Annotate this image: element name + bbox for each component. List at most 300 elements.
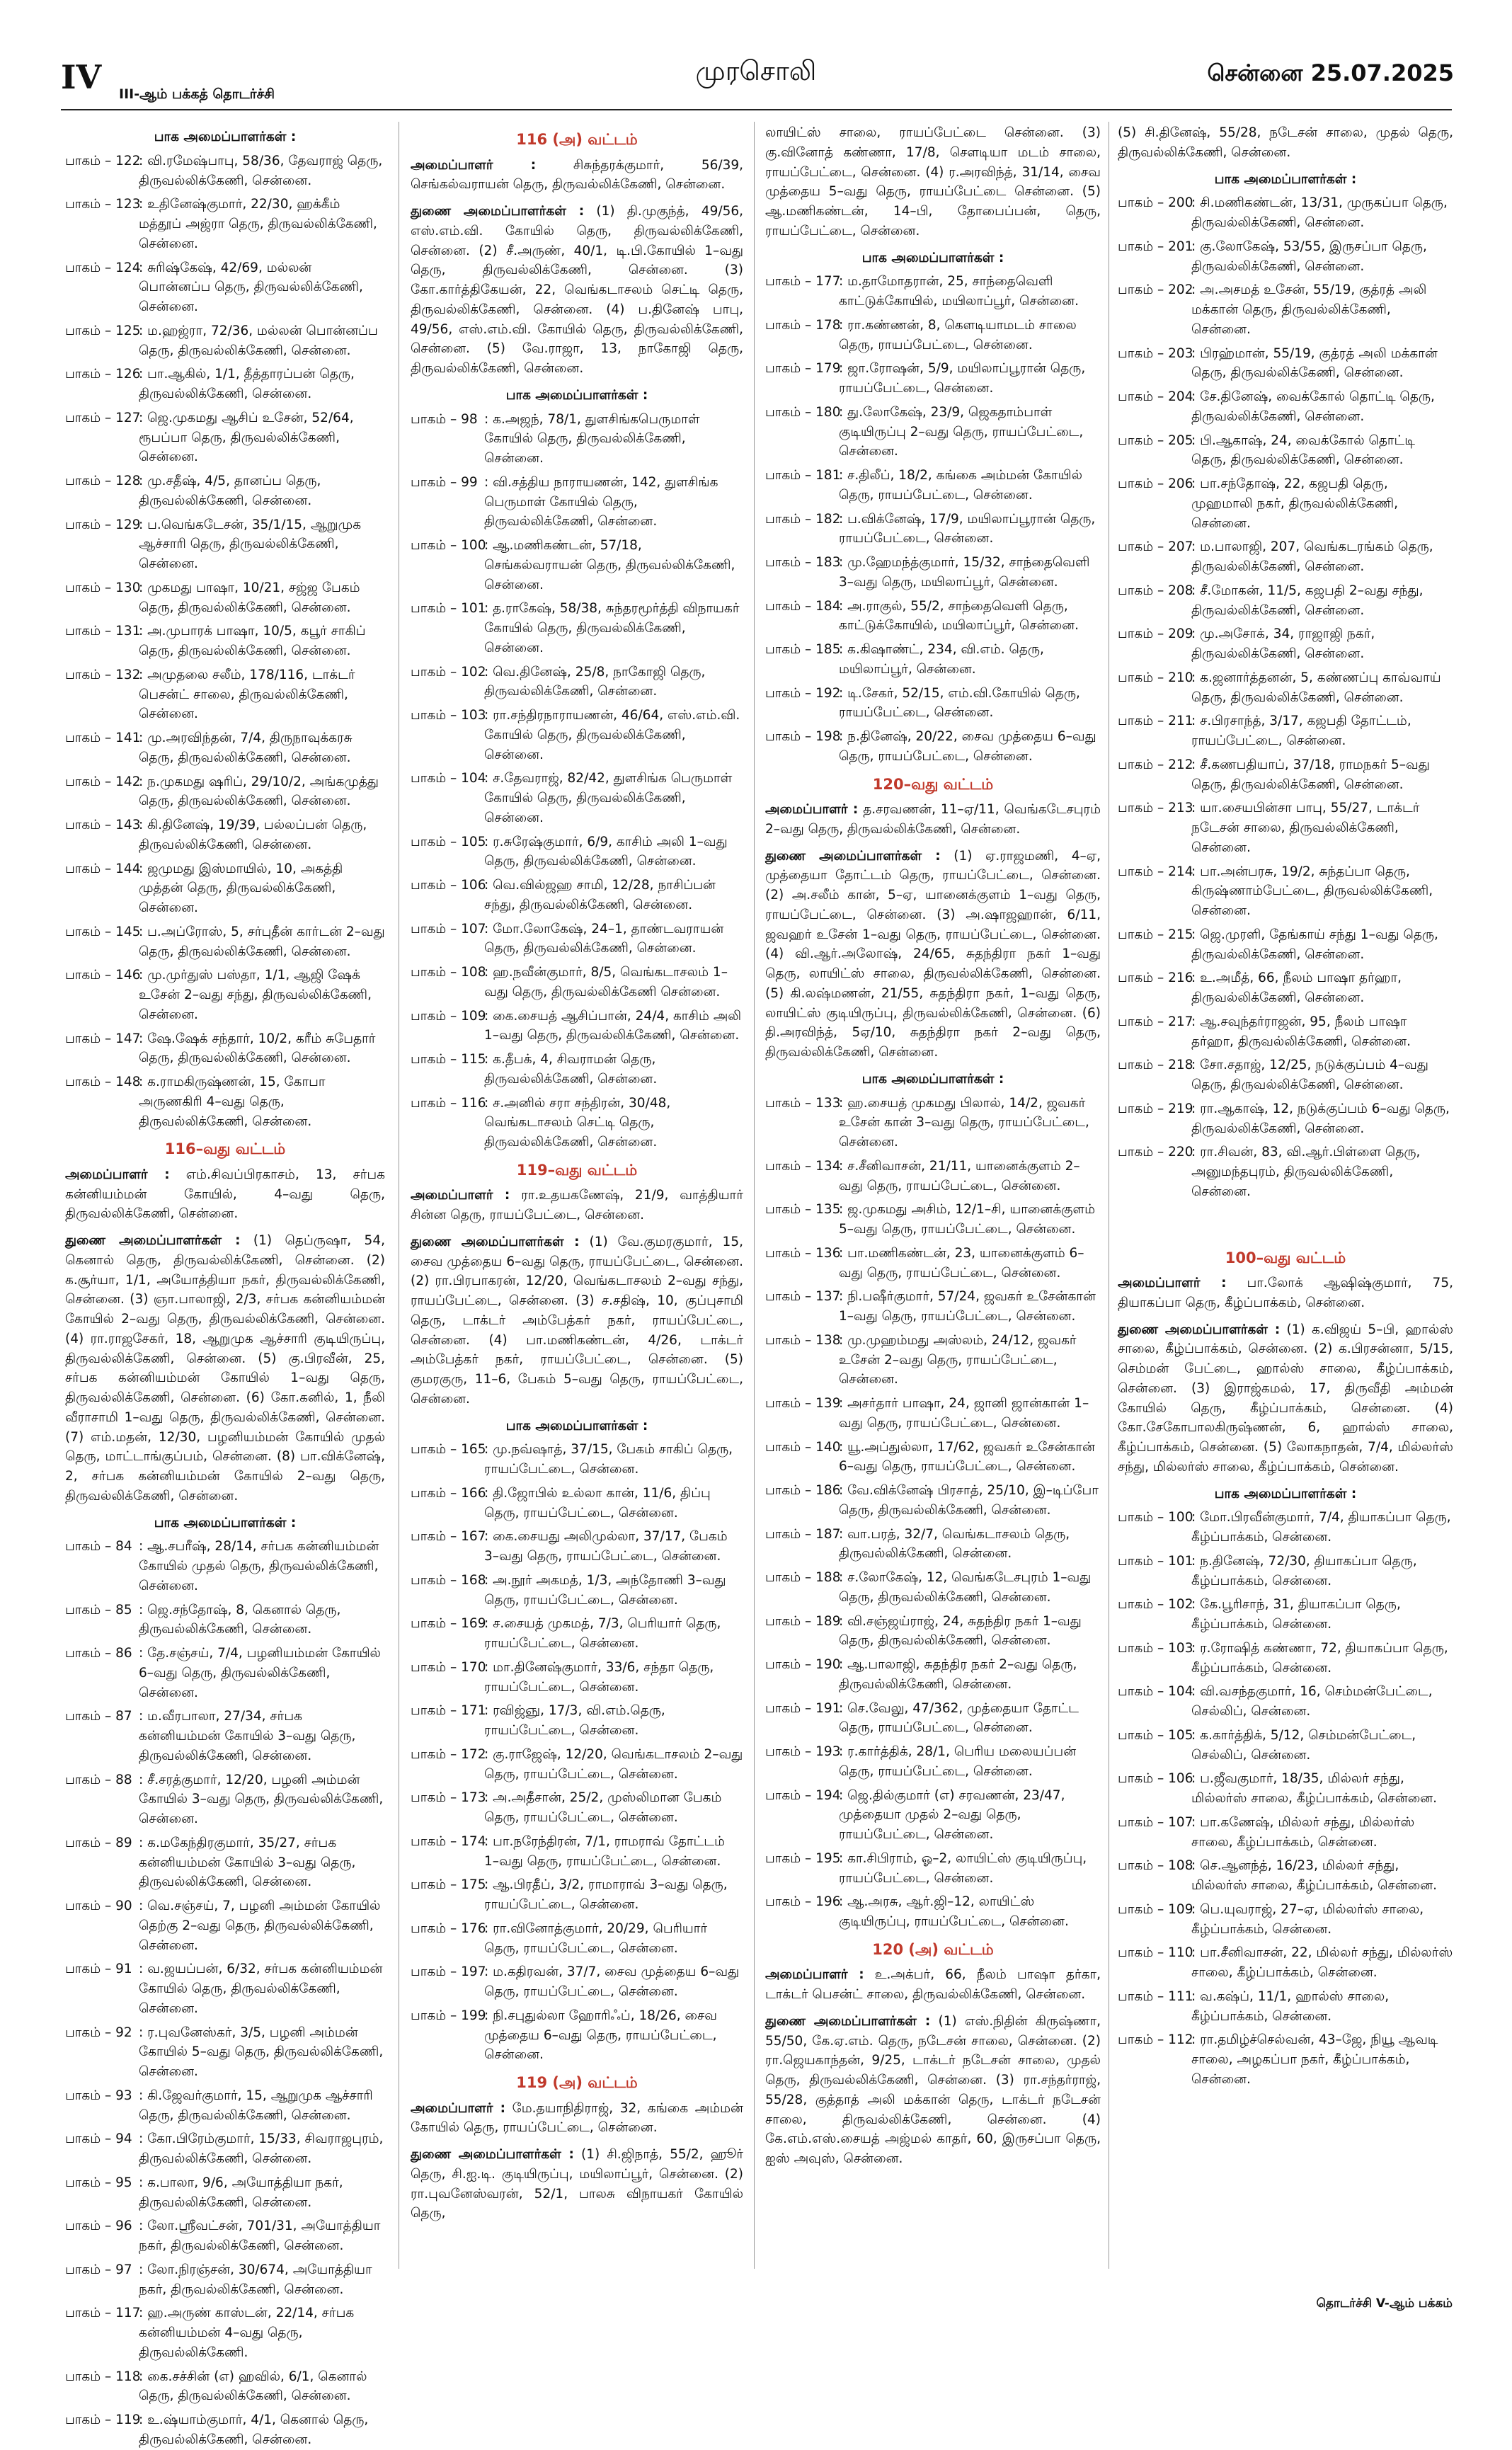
booth-organiser-details: : அ.அதீசான், 25/2, முஸ்லிமான பேகம் தெரு, ராயப்பேட்டை, சென்னை. bbox=[484, 1790, 722, 1825]
booth-entry bbox=[65, 622, 385, 661]
booth-entry bbox=[65, 1833, 385, 1892]
booth-number: பாகம் – 101 bbox=[411, 601, 486, 617]
booth-number: பாகம் – 209 bbox=[1118, 626, 1193, 642]
booth-number: பாகம் – 100 bbox=[411, 538, 486, 553]
booth-entry bbox=[65, 1029, 385, 1069]
booth-organiser-details: : அ.நூர் அகமத், 1/3, அந்தோணி 3–வது தெரு, ராயப்பேட்டை, சென்னை. bbox=[484, 1572, 726, 1608]
booth-number: பாகம் – 115 bbox=[411, 1052, 486, 1067]
booth-entry bbox=[65, 1770, 385, 1829]
booth-organiser-details: : நி.சபுதுல்லா ஹோரிஃப், 18/26, சைவ முத்தைய 6–வது தெரு, ராயப்பேட்டை, சென்னை. bbox=[484, 2008, 717, 2063]
booth-number: பாகம் – 93 bbox=[65, 2088, 132, 2103]
booth-number: பாகம் – 169 bbox=[411, 1616, 486, 1632]
booth-organiser-details: : ச.லோகேஷ், 12, வெங்கடேசபுரம் 1–வது தெரு, திருவல்லிக்கேணி, சென்னை. bbox=[839, 1570, 1092, 1605]
deputy-organisers-paragraph bbox=[765, 2012, 1101, 2169]
booth-entry bbox=[65, 1601, 385, 1640]
newspaper-name: முரசொலி bbox=[695, 55, 817, 86]
booth-organiser-details: : கை.சச்சின் (எ) ஹவில், 6/1, கெனால் தெரு, திருவல்லிக்கேணி, சென்னை. bbox=[139, 2369, 367, 2404]
section-heading: பாக அமைப்பாளர்கள் : bbox=[505, 1418, 648, 1433]
booth-entry bbox=[765, 1892, 1101, 1932]
booth-entry bbox=[65, 2303, 385, 2362]
booth-number: பாகம் – 170 bbox=[411, 1659, 486, 1675]
booth-entry bbox=[411, 663, 743, 702]
ward-heading: 120 (அ) வட்டம் bbox=[872, 1940, 994, 1958]
section-heading: பாக அமைப்பாளர்கள் : bbox=[861, 1071, 1004, 1087]
booth-organiser-details: : க.அஜந், 78/1, துளசிங்கபெருமாள் கோயில் தெரு, திருவல்லிக்கேணி, சென்னை. bbox=[484, 411, 700, 466]
booth-number: பாகம் – 111 bbox=[1118, 1988, 1193, 2004]
booth-entry bbox=[65, 578, 385, 618]
organiser-label: அமைப்பாளர் : bbox=[765, 802, 859, 817]
booth-number: பாகம் – 100 bbox=[1118, 1510, 1193, 1525]
organiser-label: அமைப்பாளர் : bbox=[765, 1967, 864, 1983]
booth-organiser-details: : ந.தினேஷ், 20/22, சைவ முத்தைய 6–வது தெரு, ராயப்பேட்டை, சென்னை. bbox=[839, 729, 1096, 764]
booth-organiser-details: : மோ.பிரவீன்குமார், 7/4, தியாகப்பா தெரு, கீழ்ப்பாக்கம், சென்னை. bbox=[1191, 1510, 1451, 1545]
booth-number: பாகம் – 89 bbox=[65, 1835, 132, 1850]
booth-entry bbox=[765, 510, 1101, 549]
booth-organiser-details: : ச.தேவராஜ், 82/42, துளசிங்க பெருமாள் கோயில் தெரு, திருவல்லிக்கேணி, சென்னை. bbox=[484, 771, 733, 825]
booth-number: பாகம் – 187 bbox=[765, 1526, 841, 1542]
booth-entry bbox=[65, 1644, 385, 1702]
deputy-text: (1) ஏ.ராஜமணி, 4–ஏ, முத்தையா தோட்டம் தெரு, ராயப்பேட்டை, சென்னை. (2) அ.சலீம் கான், 5–ஏ, யானைக்குளம் 1–வது தெரு, ராயப்பேட்டை, சென்னை. (3) அ.ஷாஜஹான், 6/11, ஜவஹர் உசேன் 1–வது தெரு, ராயப்பேட்டை, சென்னை. (4) வி.ஆர்.அலோஷ், 24/65, சுதந்திரா நகர் 1–வது தெரு, லாயிட்ஸ் சாலை, திருவல்லிக்கேணி, சென்னை. (5) கி.லஷ்மணன், 21/55, சுதந்திரா நகர், 1–வது தெரு, லாயிட்ஸ் குடியிருப்பு, திருவல்லிக்கேணி, சென்னை. (6) தி.அரவிந்த், 5ஏ/10, சுதந்திரா நகர் 2–வது தெரு, திருவல்லிக்கேணி, சென்னை. bbox=[765, 848, 1101, 1060]
booth-entry bbox=[411, 1832, 743, 1872]
booth-organiser-details: : வி.சஞ்ஜய்ராஜ், 24, சுதந்திர நகர் 1–வது தெரு, திருவல்லிக்கேணி, சென்னை. bbox=[839, 1613, 1082, 1649]
booth-number: பாகம் – 166 bbox=[411, 1485, 486, 1501]
booth-number: பாகம் – 214 bbox=[1118, 864, 1193, 879]
booth-organiser-details: : ப.விக்னேஷ், 17/9, மயிலாப்பூரான் தெரு, ராயப்பேட்டை, சென்னை. bbox=[839, 511, 1096, 546]
booth-number: பாகம் – 108 bbox=[1118, 1858, 1193, 1874]
booth-organiser-details: : ந.முகமது ஷரிப், 29/10/2, அங்கமுத்து தெரு, திருவல்லிக்கேணி, சென்னை. bbox=[139, 774, 379, 809]
booth-organiser-details: : மு.அரவிந்தன், 7/4, திருநாவுக்கரசு தெரு, திருவல்லிக்கேணி, சென்னை. bbox=[139, 731, 353, 765]
booth-organiser-details: : மு.முஹம்மது அஸ்லம், 24/12, ஜவகர் உசேன் 2–வது தெரு, ராயப்பேட்டை, சென்னை. bbox=[839, 1332, 1077, 1387]
booth-organiser-details: : உதினேஷ்குமார், 22/30, ஹக்கீம் மத்தூப் அஜ்ரா தெரு, திருவல்லிக்கேணி, சென்னை. bbox=[139, 197, 377, 251]
booth-organiser-details: : ஹ.சையத் முகமது பிலால், 14/2, ஜவகர் உசேன் கான் 3–வது தெரு, ராயப்பேட்டை, சென்னை. bbox=[839, 1095, 1089, 1150]
deputy-label: துணை அமைப்பாளர்கள் : bbox=[411, 1234, 580, 1249]
booth-organiser-details: : ச.சீனிவாசன், 21/11, யானைக்குளம் 2–வது தெரு, ராயப்பேட்டை, சென்னை. bbox=[839, 1158, 1080, 1193]
booth-entry bbox=[1118, 474, 1453, 533]
booth-organiser-details: : அ.முபாரக் பாஷா, 10/5, கபூர் சாகிப் தெரு, திருவல்லிக்கேணி, சென்னை. bbox=[139, 624, 366, 658]
edition-date: சென்னை 25.07.2025 bbox=[1207, 59, 1454, 86]
booth-number: பாகம் – 105 bbox=[411, 834, 486, 849]
booth-entry bbox=[1118, 755, 1453, 795]
booth-number: பாகம் – 181 bbox=[765, 468, 841, 483]
booth-number: பாகம் – 85 bbox=[65, 1602, 132, 1618]
booth-organiser-details: : பா.சீனிவாசன், 22, மில்லர் சந்து, மில்லர்ஸ் சாலை, கீழ்ப்பாக்கம், சென்னை. bbox=[1191, 1945, 1453, 1980]
booth-number: பாகம் – 199 bbox=[411, 2008, 486, 2023]
booth-organiser-details: : பி.ஆகாஷ், 24, வைக்கோல் தொட்டி தெரு, திருவல்லிக்கேணி, சென்னை. bbox=[1191, 433, 1416, 468]
booth-entry bbox=[65, 1707, 385, 1765]
deputy-label: துணை அமைப்பாளர்கள் : bbox=[765, 848, 941, 864]
booth-number: பாகம் – 142 bbox=[65, 774, 141, 789]
booth-organiser-details: : டி.சேகர், 52/15, எம்.வி.கோயில் தெரு, ராயப்பேட்டை, சென்னை. bbox=[839, 685, 1080, 721]
booth-number: பாகம் – 108 bbox=[411, 965, 486, 980]
booth-number: பாகம் – 102 bbox=[1118, 1597, 1193, 1613]
booth-organiser-details: : வி.சத்திய நாராயணன், 142, துளசிங்க பெருமாள் கோயில் தெரு, திருவல்லிக்கேணி, சென்னை. bbox=[484, 474, 718, 530]
booth-entry bbox=[65, 2129, 385, 2169]
booth-number: பாகம் – 148 bbox=[65, 1075, 141, 1089]
section-heading: பாக அமைப்பாளர்கள் : bbox=[505, 387, 648, 403]
booth-number: பாகம் – 216 bbox=[1118, 971, 1193, 986]
booth-entry bbox=[765, 1244, 1101, 1283]
booth-organiser-details: : மு.முர்துஸ் பஸ்தா, 1/1, ஆஜி ஷேக் உசேன் 2–வது சந்து, திருவல்லிக்கேணி, சென்னை. bbox=[139, 968, 372, 1022]
booth-organiser-details: : க.தீபக், 4, சிவராமன் தெரு, திருவல்லிக்கேணி, சென்னை. bbox=[484, 1052, 658, 1087]
booth-entry bbox=[765, 1094, 1101, 1152]
booth-entry bbox=[765, 1157, 1101, 1196]
booth-entry bbox=[411, 706, 743, 765]
booth-number: பாகம் – 201 bbox=[1118, 239, 1193, 254]
organiser-paragraph bbox=[411, 1186, 743, 1225]
deputy-text: (1) சி.ஜிநாத், 55/2, ஹூர் தெரு, சி.ஐ.டி. குடியிருப்பு, மயிலாப்பூர், சென்னை. (2) ரா.புவனேஸ்வரன், 52/1, பாலசு விநாயகர் கோயில் தெரு, bbox=[411, 2147, 743, 2221]
organiser-paragraph bbox=[1118, 1273, 1453, 1313]
booth-entry bbox=[1118, 1143, 1453, 1201]
continued-on-note: தொடர்ச்சி V-ஆம் பக்கம் bbox=[1316, 2296, 1453, 2311]
booth-entry bbox=[765, 1742, 1101, 1782]
booth-number: பாகம் – 136 bbox=[765, 1245, 841, 1261]
booth-entry bbox=[65, 515, 385, 574]
booth-number: பாகம் – 106 bbox=[411, 878, 486, 893]
booth-number: பாகம் – 109 bbox=[411, 1008, 486, 1024]
booth-number: பாகம் – 197 bbox=[411, 1964, 486, 1980]
booth-number: பாகம் – 198 bbox=[765, 729, 841, 744]
booth-entry bbox=[65, 2260, 385, 2300]
booth-entry bbox=[1118, 1726, 1453, 1765]
booth-organiser-details: : ம.கதிரவன், 37/7, சைவ முத்தைய 6–வது தெரு, ராயப்பேட்டை, சென்னை. bbox=[484, 1964, 740, 1999]
booth-number: பாகம் – 139 bbox=[765, 1396, 841, 1411]
booth-organiser-details: : வெ.வில்ஜஹ சாமி, 12/28, நாசிப்பன் சந்து, திருவல்லிக்கேணி, சென்னை. bbox=[484, 878, 716, 912]
booth-entry bbox=[411, 599, 743, 658]
booth-organiser-details: : வெ.சஞ்சய், 7, பழனி அம்மன் கோயில் தெற்கு 2–வது தெரு, திருவல்லிக்கேணி, சென்னை. bbox=[139, 1899, 381, 1953]
booth-entry bbox=[65, 1537, 385, 1596]
booth-organiser-details: : பா.நரேந்திரன், 7/1, ராமராவ் தோட்டம் 1–வது தெரு, ராயப்பேட்டை, சென்னை. bbox=[484, 1833, 725, 1869]
booth-number: பாகம் – 103 bbox=[1118, 1640, 1193, 1656]
section-heading: பாக அமைப்பாளர்கள் : bbox=[861, 250, 1004, 265]
booth-entry bbox=[765, 316, 1101, 355]
booth-organiser-details: : மு.ஹேமந்த்குமார், 15/32, சாந்தைவெளி 3–வது தெரு, மயிலாப்பூர், சென்னை. bbox=[839, 555, 1090, 590]
booth-number: பாகம் – 194 bbox=[765, 1787, 841, 1803]
organiser-text: ரா.உதயகணேஷ், 21/9, வாத்தியார் சின்ன தெரு, ராயப்பேட்டை, சென்னை. bbox=[411, 1188, 743, 1223]
booth-organiser-details: : மா.தினேஷ்குமார், 33/6, சந்தா தெரு, ராயப்பேட்டை, சென்னை. bbox=[484, 1659, 714, 1695]
booth-number: பாகம் – 196 bbox=[765, 1894, 841, 1910]
booth-organiser-details: : மு.சதீஷ், 4/5, தானப்ப தெரு, திருவல்லிக்கேணி, சென்னை. bbox=[139, 474, 321, 508]
booth-number: பாகம் – 141 bbox=[65, 731, 141, 745]
booth-entry bbox=[65, 2216, 385, 2256]
booth-organiser-details: : ந.தினேஷ், 72/30, தியாகப்பா தெரு, கீழ்ப்பாக்கம், சென்னை. bbox=[1191, 1553, 1417, 1589]
booth-organiser-details: : பா.ஆகில், 1/1, தீத்தாரப்பன் தெரு, திருவல்லிக்கேணி, சென்னை. bbox=[139, 367, 355, 401]
booth-entry bbox=[411, 1094, 743, 1152]
booth-entry bbox=[765, 466, 1101, 505]
booth-organiser-details: : உ.அமீத், 66, நீலம் பாஷா தர்ஹா, திருவல்லிக்கேணி, சென்னை. bbox=[1191, 971, 1402, 1005]
booth-entry bbox=[1118, 1595, 1453, 1635]
booth-organiser-details: : பா.அன்பரசு, 19/2, சுந்தப்பா தெரு, கிருஷ்ணாம்பேட்டை, திருவல்லிக்கேணி, சென்னை. bbox=[1191, 864, 1433, 918]
booth-number: பாகம் – 122 bbox=[65, 153, 141, 168]
booth-organiser-details: : கு.லோகேஷ், 53/55, இருசப்பா தெரு, திருவல்லிக்கேணி, சென்னை. bbox=[1191, 239, 1427, 274]
booth-number: பாகம் – 91 bbox=[65, 1962, 132, 1977]
deputy-label: துணை அமைப்பாளர்கள் : bbox=[1118, 1322, 1281, 1337]
booth-entry bbox=[411, 832, 743, 872]
booth-entry bbox=[411, 769, 743, 828]
booth-entry bbox=[411, 963, 743, 1002]
booth-number: பாகம் – 107 bbox=[411, 921, 486, 937]
booth-organiser-details: : ஆ.மணிகண்டன், 57/18, செங்கல்வராயன் தெரு, திருவல்லிக்கேணி, சென்னை. bbox=[484, 538, 735, 593]
booth-number: பாகம் – 178 bbox=[765, 317, 841, 333]
booth-number: பாகம் – 206 bbox=[1118, 476, 1193, 491]
booth-organiser-details: : சே.தினேஷ், வைக்கோல் தொட்டி தெரு, திருவல்லிக்கேணி, சென்னை. bbox=[1191, 389, 1435, 424]
booth-entry bbox=[1118, 1508, 1453, 1547]
booth-entry bbox=[765, 1525, 1101, 1564]
booth-number: பாகம் – 94 bbox=[65, 2131, 132, 2147]
booth-number: பாகம் – 177 bbox=[765, 274, 841, 290]
organiser-paragraph bbox=[765, 1965, 1101, 2005]
deputy-organisers-paragraph bbox=[411, 202, 743, 379]
booth-organiser-details: : கி.ஜேவர்குமார், 15, ஆறுமுக ஆச்சாரி தெரு, திருவல்லிக்கேணி, சென்னை. bbox=[139, 2088, 373, 2123]
booth-number: பாகம் – 215 bbox=[1118, 927, 1193, 942]
booth-number: பாகம் – 96 bbox=[65, 2219, 132, 2234]
booth-number: பாகம் – 193 bbox=[765, 1744, 841, 1759]
booth-organiser-details: : பிரஹ்மான், 55/19, குத்ரத் அலி மக்கான் தெரு, திருவல்லிக்கேணி, சென்னை. bbox=[1191, 345, 1438, 381]
booth-organiser-details: : முகமது பாஷா, 10/21, சஜ்ஜ பேகம் தெரு, திருவல்லிக்கேணி, சென்னை. bbox=[139, 580, 360, 615]
booth-number: பாகம் – 191 bbox=[765, 1700, 841, 1716]
booth-entry bbox=[765, 684, 1101, 723]
booth-entry bbox=[1118, 1552, 1453, 1591]
booth-number: பாகம் – 84 bbox=[65, 1539, 132, 1555]
booth-organiser-details: : ப.அப்ரோஸ், 5, சர்புதீன் கார்டன் 2–வது தெரு, திருவல்லிக்கேணி, சென்னை. bbox=[139, 924, 385, 959]
booth-number: பாகம் – 171 bbox=[411, 1703, 486, 1719]
booth-number: பாகம் – 118 bbox=[65, 2369, 141, 2384]
booth-entry bbox=[765, 640, 1101, 680]
booth-organiser-details: : வே.விக்னேஷ் பிரசாத், 25/10, இ–டிப்போ தெரு, திருவல்லிக்கேணி, சென்னை. bbox=[839, 1483, 1099, 1518]
booth-organiser-details: : ப.வெங்கடேசன், 35/1/15, ஆறுமுக ஆச்சாரி தெரு, திருவல்லிக்கேணி, சென்னை. bbox=[139, 517, 362, 571]
booth-entry bbox=[765, 359, 1101, 399]
booth-number: பாகம் – 125 bbox=[65, 323, 141, 338]
booth-organiser-details: : வி.வசந்தகுமார், 16, செம்மன்பேட்டை, செல்லிப், சென்னை. bbox=[1191, 1684, 1433, 1719]
booth-number: பாகம் – 147 bbox=[65, 1031, 141, 1046]
section-heading: பாக அமைப்பாளர்கள் : bbox=[154, 1515, 297, 1530]
booth-entry bbox=[411, 1527, 743, 1567]
organiser-text: உ.அக்பர், 66, நீலம் பாஷா தர்கா, டாக்டர் பெசன்ட் சாலை, திருவல்லிக்கேணி, சென்னை. bbox=[765, 1967, 1101, 2002]
booth-number: பாகம் – 184 bbox=[765, 598, 841, 614]
booth-entry bbox=[411, 1440, 743, 1479]
booth-entry bbox=[411, 1919, 743, 1959]
booth-entry bbox=[765, 1786, 1101, 1845]
booth-entry bbox=[765, 1568, 1101, 1608]
booth-entry bbox=[65, 151, 385, 191]
booth-entry bbox=[1118, 1943, 1453, 1983]
booth-number: பாகம் – 190 bbox=[765, 1657, 841, 1672]
booth-organiser-details: : கே.பூரிசாந், 31, தியாகப்பா தெரு, கீழ்ப்பாக்கம், சென்னை. bbox=[1191, 1597, 1401, 1632]
booth-organiser-details: : வெ.தினேஷ், 25/8, நாகோஜி தெரு, திருவல்லிக்கேணி, சென்னை. bbox=[484, 664, 706, 699]
booth-entry bbox=[65, 321, 385, 361]
booth-number: பாகம் – 131 bbox=[65, 624, 141, 639]
booth-entry bbox=[1118, 280, 1453, 339]
booth-entry bbox=[1118, 1769, 1453, 1809]
column-4 bbox=[1118, 122, 1453, 2290]
booth-organiser-details: : லோ.ஸ்ரீவட்சன், 701/31, அயோத்தியா நகர், திருவல்லிக்கேணி, சென்னை. bbox=[139, 2219, 381, 2253]
booth-organiser-details: : ரா.சிவன், 83, வி.ஆர்.பிள்ளை தெரு, அனுமந்தபுரம், திருவல்லிக்கேணி, சென்னை. bbox=[1191, 1145, 1421, 1199]
booth-entry bbox=[1118, 711, 1453, 751]
booth-entry bbox=[765, 1481, 1101, 1521]
booth-entry bbox=[1118, 1987, 1453, 2027]
booth-number: பாகம் – 180 bbox=[765, 404, 841, 420]
booth-entry bbox=[765, 1699, 1101, 1739]
booth-number: பாகம் – 207 bbox=[1118, 539, 1193, 555]
booth-entry bbox=[1118, 581, 1453, 621]
booth-number: பாகம் – 134 bbox=[765, 1158, 841, 1174]
column-2 bbox=[411, 122, 743, 2290]
booth-number: பாகம் – 130 bbox=[65, 580, 141, 595]
booth-entry bbox=[765, 727, 1101, 767]
booth-entry bbox=[765, 553, 1101, 593]
booth-organiser-details: : அ.அசமத் உசேன், 55/19, குத்ரத் அலி மக்கான் தெரு, திருவல்லிக்கேணி, சென்னை. bbox=[1191, 282, 1427, 337]
continued-paragraph: (5) சி.தினேஷ், 55/28, நடேசன் சாலை, முதல் தெரு, திருவல்லிக்கேணி, சென்னை. bbox=[1118, 125, 1453, 160]
booth-entry bbox=[411, 1050, 743, 1089]
booth-number: பாகம் – 217 bbox=[1118, 1014, 1193, 1029]
booth-organiser-details: : மு.நவ்ஷாத், 37/15, பேகம் சாகிப் தெரு, ராயப்பேட்டை, சென்னை. bbox=[484, 1442, 733, 1477]
booth-entry bbox=[411, 1745, 743, 1785]
booth-number: பாகம் – 146 bbox=[65, 968, 141, 983]
booth-entry bbox=[411, 1788, 743, 1828]
booth-organiser-details: : செ.ஆனந்த், 16/23, மில்லர் சந்து, மில்லர்ஸ் சாலை, கீழ்ப்பாக்கம், சென்னை. bbox=[1191, 1858, 1438, 1893]
deputy-organisers-paragraph bbox=[411, 2145, 743, 2223]
organiser-paragraph bbox=[765, 800, 1101, 840]
booth-organiser-details: : லோ.நிரஞ்சன், 30/674, அயோத்தியா நகர், திருவல்லிக்கேணி, சென்னை. bbox=[139, 2262, 372, 2297]
booth-organiser-details: : ம.ஹஜ்ரா, 72/36, மல்லன் பொன்னப்ப தெரு, திருவல்லிக்கேணி, சென்னை. bbox=[139, 323, 378, 358]
booth-entry bbox=[1118, 344, 1453, 384]
booth-entry bbox=[1118, 624, 1453, 664]
booth-entry bbox=[1118, 798, 1453, 857]
booth-organiser-details: : ஜெ.முரளி, தேங்காய் சந்து 1–வது தெரு, திருவல்லிக்கேணி, சென்னை. bbox=[1191, 927, 1438, 962]
booth-organiser-details: : சீ.சரத்குமார், 12/20, பழனி அம்மன் கோயில் 3–வது தெரு, திருவல்லிக்கேணி, சென்னை. bbox=[139, 1772, 384, 1826]
booth-organiser-details: : அமுதலை சலீம், 178/116, டாக்டர் பெசன்ட் சாலை, திருவல்லிக்கேணி, சென்னை. bbox=[139, 667, 355, 722]
booth-number: பாகம் – 90 bbox=[65, 1899, 132, 1913]
booth-organiser-details: : வ.கஷ்ப், 11/1, ஹால்ஸ் சாலை, கீழ்ப்பாக்கம், சென்னை. bbox=[1191, 1988, 1390, 2024]
booth-entry bbox=[65, 258, 385, 317]
booth-entry bbox=[765, 1438, 1101, 1477]
booth-entry bbox=[65, 922, 385, 962]
booth-number: பாகம் – 218 bbox=[1118, 1058, 1193, 1073]
column-divider bbox=[754, 122, 755, 2269]
section-heading: பாக அமைப்பாளர்கள் : bbox=[154, 130, 297, 144]
booth-entry bbox=[765, 1200, 1101, 1240]
organiser-label: அமைப்பாளர் : bbox=[411, 157, 537, 173]
booth-entry bbox=[65, 2173, 385, 2213]
booth-list bbox=[765, 272, 1101, 766]
booth-organiser-details: : ஆ.பாலாஜி, சுதந்திர நகர் 2–வது தெரு, திருவல்லிக்கேணி, சென்னை. bbox=[839, 1657, 1077, 1692]
booth-number: பாகம் – 103 bbox=[411, 708, 486, 723]
booth-organiser-details: : ஜெ.முகமது ஆசிப் உசேன், 52/64, ரூபப்பா தெரு, திருவல்லிக்கேணி, சென்னை. bbox=[139, 410, 354, 465]
booth-entry bbox=[411, 1701, 743, 1741]
booth-number: பாகம் – 110 bbox=[1118, 1945, 1193, 1961]
booth-organiser-details: : கு.ராஜேஷ், 12/20, வெங்கடாசலம் 2–வது தெரு, ராயப்பேட்டை, சென்னை. bbox=[484, 1746, 743, 1782]
organiser-text: த.சரவணன், 11–ஏ/11, வெங்கடேசபுரம் 2–வது தெரு, திருவல்லிக்கேணி, சென்னை. bbox=[765, 802, 1101, 837]
booth-entry bbox=[65, 859, 385, 918]
deputy-text: (1) எஸ்.நிதின் கிருஷ்ணா, 55/50, கே.ஏ.எம். தெரு, நடேசன் சாலை, சென்னை. (2) ரா.ஜெயகாந்தன், 9/25, டாக்டர் நடேசன் சாலை, முதல் தெரு, திருவல்லிக்கேணி, சென்னை. (3) ரா.சந்தர்ராஜ், 55/28, குத்தாத் அலி மக்கான் தெரு, டாக்டர் நடேசன் சாலை, திருவல்லிக்கேணி, சென்னை. (4) கே.எம்.எஸ்.சையத் அஜ்மல் காதர், 60, இருசப்பா தெரு, ஐஸ் அவுஸ், சென்னை. bbox=[765, 2013, 1101, 2166]
deputy-label: துணை அமைப்பாளர்கள் : bbox=[65, 1233, 241, 1248]
ward-heading: 116 (அ) வட்டம் bbox=[516, 131, 638, 148]
booth-number: பாகம் – 210 bbox=[1118, 670, 1193, 685]
booth-organiser-details: : து.லோகேஷ், 23/9, ஜெகதாம்பாள் குடியிருப்பு 2–வது தெரு, ராயப்பேட்டை, சென்னை. bbox=[839, 404, 1084, 459]
booth-entry bbox=[1118, 1639, 1453, 1678]
ward-heading: 100–வது வட்டம் bbox=[1225, 1249, 1346, 1266]
booth-entry bbox=[765, 272, 1101, 311]
section-heading: பாக அமைப்பாளர்கள் : bbox=[1214, 1486, 1357, 1501]
booth-organiser-details: : பா.கணேஷ், மில்லர் சந்து, மில்லர்ஸ் சாலை, கீழ்ப்பாக்கம், சென்னை. bbox=[1191, 1814, 1415, 1850]
booth-number: பாகம் – 179 bbox=[765, 361, 841, 377]
booth-organiser-details: : ர.புவனேஸ்கர், 3/5, பழனி அம்மன் கோயில் 5–வது தெரு, திருவல்லிக்கேணி, சென்னை. bbox=[139, 2025, 384, 2079]
organiser-label: அமைப்பாளர் : bbox=[411, 1188, 510, 1203]
booth-number: பாகம் – 144 bbox=[65, 861, 141, 876]
booth-number: பாகம் – 189 bbox=[765, 1613, 841, 1629]
booth-organiser-details: : மோ.லோகேஷ், 24–1, தாண்டவராயன் தெரு, திருவல்லிக்கேணி, சென்னை. bbox=[484, 921, 724, 956]
booth-number: பாகம் – 204 bbox=[1118, 389, 1193, 404]
booth-organiser-details: : சீ.மோகன், 11/5, கஜபதி 2–வது சந்து, திருவல்லிக்கேணி, சென்னை. bbox=[1191, 583, 1424, 618]
booth-entry bbox=[411, 1007, 743, 1046]
booth-organiser-details: : ரா.வினோத்குமார், 20/29, பெரியார் தெரு, ராயப்பேட்டை, சென்னை. bbox=[484, 1920, 708, 1956]
organiser-text: சிசுந்தரக்குமார், 56/39, செங்கல்வராயன் தெரு, திருவல்லிக்கேணி, சென்னை. bbox=[411, 157, 744, 193]
organiser-paragraph bbox=[411, 156, 743, 195]
booth-entry bbox=[1118, 1682, 1453, 1722]
booth-number: பாகம் – 92 bbox=[65, 2025, 132, 2040]
booth-number: பாகம் – 119 bbox=[65, 2412, 141, 2427]
booth-list bbox=[65, 1537, 385, 2449]
booth-entry bbox=[411, 920, 743, 959]
booth-entry bbox=[65, 408, 385, 467]
booth-number: பாகம் – 183 bbox=[765, 555, 841, 570]
booth-organiser-details: : ரா.சந்திரநாராயணன், 46/64, எஸ்.எம்.வி. கோயில் தெரு, திருவல்லிக்கேணி, சென்னை. bbox=[484, 708, 740, 762]
booth-organiser-details: : ஹ.அருண் காஸ்டன், 22/14, சர்பக கன்னியம்மன் 4–வது தெரு, திருவல்லிக்கேணி. bbox=[139, 2306, 355, 2360]
organiser-text: பா.லோக் ஆஷிஷ்குமார், 75, தியாகப்பா தெரு, கீழ்ப்பாக்கம், சென்னை. bbox=[1118, 1276, 1453, 1310]
booth-number: பாகம் – 117 bbox=[65, 2306, 141, 2321]
booth-number: பாகம் – 202 bbox=[1118, 282, 1193, 298]
booth-list bbox=[1118, 1508, 1453, 2089]
booth-number: பாகம் – 174 bbox=[411, 1833, 486, 1849]
booth-number: பாகம் – 192 bbox=[765, 685, 841, 701]
booth-organiser-details: : ஜமுமது இஸ்மாயில், 10, அகத்தி முத்தன் தெரு, திருவல்லிக்கேணி, சென்னை. bbox=[139, 861, 343, 915]
booth-entry bbox=[765, 1612, 1101, 1652]
booth-number: பாகம் – 185 bbox=[765, 642, 841, 657]
booth-number: பாகம் – 137 bbox=[765, 1289, 841, 1305]
booth-organiser-details: : ஜ.முகமது அசிம், 12/1–சி, யானைக்குளம் 5–வது தெரு, ராயப்பேட்டை, சென்னை. bbox=[839, 1202, 1096, 1237]
booth-organiser-details: : ச.அனில் சரா சந்திரன், 30/48, வெங்கடாசலம் செட்டி தெரு, திருவல்லிக்கேணி, சென்னை. bbox=[484, 1095, 671, 1150]
booth-organiser-details: : தே.சஞ்சய், 7/4, பழனியம்மன் கோயில் 6–வது தெரு, திருவல்லிக்கேணி, சென்னை. bbox=[139, 1646, 381, 1700]
booth-entry bbox=[1118, 1856, 1453, 1896]
booth-organiser-details: : ரா.ஆகாஷ், 12, நடுக்குப்பம் 6–வது தெரு, திருவல்லிக்கேணி, சென்னை. bbox=[1191, 1101, 1450, 1136]
booth-number: பாகம் – 165 bbox=[411, 1442, 486, 1458]
booth-number: பாகம் – 129 bbox=[65, 517, 141, 532]
booth-entry bbox=[65, 365, 385, 404]
section-heading: பாக அமைப்பாளர்கள் : bbox=[1214, 171, 1357, 187]
booth-number: பாகம் – 102 bbox=[411, 664, 486, 680]
booth-number: பாகம் – 213 bbox=[1118, 801, 1193, 816]
booth-organiser-details: : கா.சிபிராம், ஓ–2, லாயிட்ஸ் குடியிருப்பு, ராயப்பேட்டை, சென்னை. bbox=[839, 1850, 1087, 1886]
booth-number: பாகம் – 127 bbox=[65, 410, 141, 425]
booth-organiser-details: : ஜா.ரோஷன், 5/9, மயிலாப்பூரான் தெரு, ராயப்பேட்டை, சென்னை. bbox=[839, 361, 1086, 396]
page-header bbox=[0, 0, 1512, 106]
booth-organiser-details: : அ.ராகுல், 55/2, சாந்தைவெளி தெரு, காட்டுக்கோயில், மயிலாப்பூர், சென்னை. bbox=[839, 598, 1079, 634]
booth-number: பாகம் – 106 bbox=[1118, 1771, 1193, 1787]
booth-entry bbox=[411, 1484, 743, 1523]
booth-organiser-details: : ச.திலீப், 18/2, கங்கை அம்மன் கோயில் தெரு, ராயப்பேட்டை, சென்னை. bbox=[839, 468, 1082, 503]
booth-number: பாகம் – 176 bbox=[411, 1920, 486, 1936]
spacer bbox=[1118, 1206, 1453, 1240]
booth-number: பாகம் – 167 bbox=[411, 1529, 486, 1545]
organiser-text: மே.தயாநிதிராஜ், 32, கங்கை அம்மன் கோயில் தெரு, ராயப்பேட்டை, சென்னை. bbox=[411, 2100, 743, 2136]
booth-entry bbox=[411, 1962, 743, 2002]
booth-organiser-details: : ர.கார்த்திக், 28/1, பெரிய மலையப்பன் தெரு, ராயப்பேட்டை, சென்னை. bbox=[839, 1744, 1077, 1779]
booth-entry bbox=[765, 1331, 1101, 1390]
booth-organiser-details: : சுரிஷ்கேஷ், 42/69, மல்லன் பொன்னப்ப தெரு, திருவல்லிக்கேணி, சென்னை. bbox=[139, 260, 363, 314]
ward-heading: 119 (அ) வட்டம் bbox=[516, 2074, 638, 2091]
booth-number: பாகம் – 175 bbox=[411, 1877, 486, 1893]
booth-number: பாகம் – 101 bbox=[1118, 1553, 1193, 1569]
booth-entry bbox=[1118, 1012, 1453, 1052]
